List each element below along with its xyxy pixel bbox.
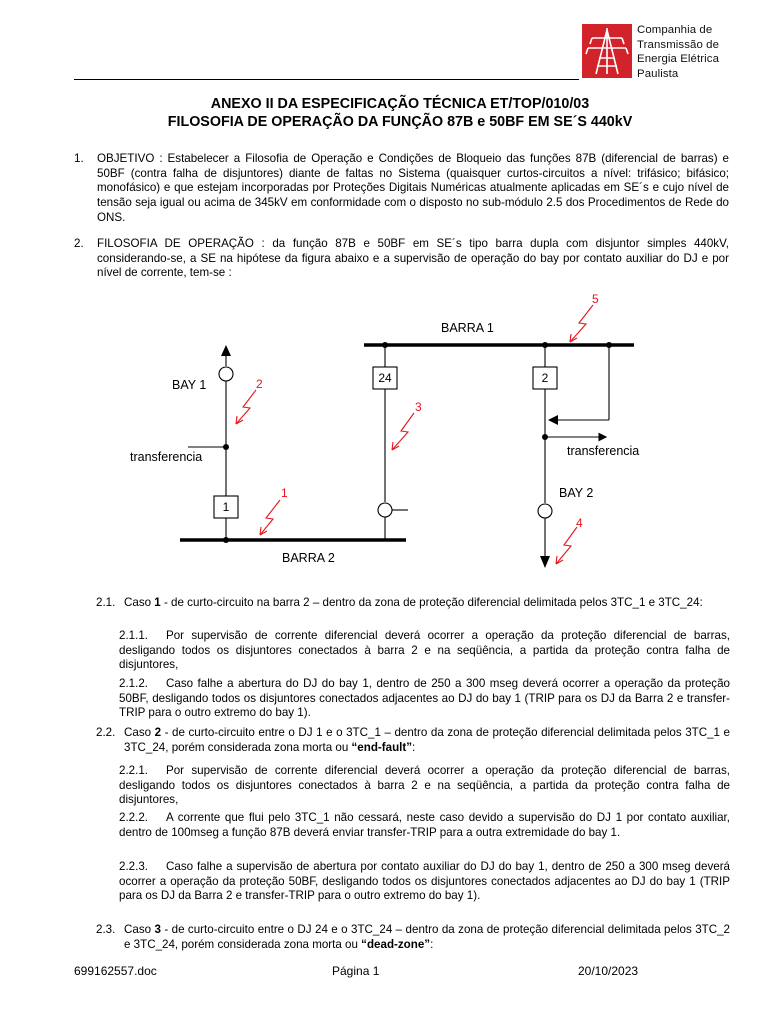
caso-2	[124, 726, 730, 755]
item-number: 2.3.	[96, 923, 116, 936]
transferencia-right-label: transferencia	[567, 444, 640, 458]
caso-2-3: Caso falhe a supervisão de abertura por contato auxiliar do DJ do bay 1, dentro de 250 a 300 mseg deverá ocorrer a operação da proteção 50BF, desligando todos os disjuntores conectados adjacentes ao DJ do bay 1 (TRIP para os DJ da Barra 2 e transfer-TRIP para o outro extremo do bay 1).	[119, 860, 730, 903]
fault-5-number: 5	[592, 292, 599, 306]
company-line: Energia Elétrica	[637, 53, 720, 65]
transmission-tower-icon	[582, 24, 632, 78]
fault-3-lightning-icon	[392, 413, 414, 450]
caso-2-2: A corrente que flui pelo 3TC_1 não cessará, neste caso devido a supervisão do DJ 1 por contato auxiliar, dentro de 100mseg a função 87B deverá enviar transfer-TRIP para a outra extremidade do bay 1.	[119, 811, 730, 839]
fault-2-number: 2	[256, 377, 263, 391]
transferencia-left-label: transferencia	[130, 450, 203, 464]
footer-filename: 699162557.doc	[74, 964, 157, 978]
section-filosofia: FILOSOFIA DE OPERAÇÃO : da função 87B e 50BF em SE´s tipo barra dupla com disjuntor simples 440kV, considerando-se, a SE na hipótese da figura abaixo e a supervisão de operação do bay por contato auxiliar do DJ e por nível de corrente, tem-se :	[97, 237, 729, 280]
item-number: 2.1.1.	[119, 629, 149, 642]
caso-text: - de curto-circuito entre o DJ 1 e o 3TC_1 – dentro da zona de proteção diferencial delimitada pelos 3TC_1 e 3TC_24, porém considerada zona morta ou	[124, 726, 730, 754]
caso-text: - de curto-circuito entre o DJ 24 e o 3TC_24 – dentro da zona de proteção diferencial delimitada pelos 3TC_2 e 3TC_24, porém considerada zona morta ou	[124, 923, 730, 951]
barra-2-label: BARRA 2	[282, 551, 335, 565]
caso-number: 3	[154, 923, 161, 936]
junction-dot	[223, 537, 229, 543]
header-rule	[74, 79, 579, 80]
dj-1-label: 1	[222, 500, 230, 514]
caso-number: 2	[154, 726, 162, 739]
footer-date: 20/10/2023	[578, 964, 639, 978]
junction-dot	[542, 342, 548, 348]
fault-1-number: 1	[281, 486, 288, 500]
caso-text: - de curto-circuito na barra 2 – dentro da zona de proteção diferencial delimitada pelos 3TC_1 e 3TC_24:	[160, 596, 703, 609]
item-number: 2.1.	[96, 596, 116, 609]
fault-1-lightning-icon	[260, 500, 280, 535]
caso-2-1: Por supervisão de corrente diferencial deverá ocorrer a operação da proteção diferencial de barras, desligando todos os disjuntores conectados à barra 2 e na seqüência, a partida da proteção contra falha de disjuntores,	[119, 764, 730, 807]
section-objetivo: OBJETIVO : Estabelecer a Filosofia de Operação e Condições de Bloqueio das funções 87B (diferencial de barras) e 50BF (contra falha de disjuntores) diante de faltas no Sistema (quaisquer curtos-circuitos a nível: trifásico; bifásico; monofásico) e que estejam incorporadas por Proteções Digitais Numéricas atualmente aplicadas em SE´s e cujo nível de tensão seja igual ou acima de 345kV em conformidade com o disposto no sub-módulo 2.5 dos Procedimentos de Rede do ONS.	[97, 152, 729, 224]
caso-prefix: Caso	[124, 726, 155, 739]
junction-dot	[382, 342, 388, 348]
section-number: 1.	[74, 152, 84, 165]
arrow-up-icon	[221, 345, 231, 356]
caso-prefix: Caso	[124, 923, 155, 936]
fault-4-number: 4	[576, 516, 583, 530]
caso-1-2: Caso falhe a abertura do DJ do bay 1, dentro de 250 a 300 mseg deverá ocorrer a operação da proteção 50BF, desligando todos os disjuntores conectados adjacentes ao DJ do bay 1 (TRIP para os DJ da Barra 2 e transfer-TRIP para o outro extremo do bay 1).	[119, 677, 730, 720]
bay-1-label: BAY 1	[172, 378, 207, 392]
fault-4-lightning-icon	[556, 527, 577, 564]
caso-1	[124, 596, 730, 611]
company-name	[637, 23, 719, 81]
section-number: 2.	[74, 237, 84, 250]
item-number: 2.2.2.	[119, 811, 149, 824]
junction-dot	[606, 342, 612, 348]
document-title: ANEXO II DA ESPECIFICAÇÃO TÉCNICA ET/TOP/010/03	[210, 96, 590, 112]
caso-3	[124, 923, 730, 952]
arrow-left-icon	[548, 415, 558, 425]
company-line: Transmissão de	[637, 38, 720, 51]
junction-dot	[223, 444, 229, 450]
junction-dot	[542, 434, 548, 440]
fault-5-lightning-icon	[570, 305, 593, 342]
item-number: 2.2.	[96, 726, 116, 739]
caso-number: 1	[154, 596, 161, 609]
caso-term: “end-fault”	[351, 740, 413, 754]
fault-2-lightning-icon	[236, 390, 256, 424]
company-line: Companhia de	[637, 24, 713, 36]
item-number: 2.2.3.	[119, 860, 149, 873]
caso-term: “dead-zone”	[361, 937, 431, 951]
caso-end: :	[430, 937, 434, 951]
substation-diagram	[0, 285, 768, 575]
dj-24-label: 24	[378, 371, 392, 385]
caso-1-1: Por supervisão de corrente diferencial deverá ocorrer a operação da proteção diferencial de barras, desligando todos os disjuntores conectados à barra 2 e na seqüência, a partida da proteção contra falha de disjuntores,	[119, 629, 730, 672]
company-logo	[582, 24, 632, 78]
item-number: 2.1.2.	[119, 677, 149, 690]
dj-2-label: 2	[541, 371, 549, 385]
fault-3-number: 3	[415, 400, 422, 414]
footer-page-number: Página 1	[332, 964, 380, 978]
arrow-down-icon	[540, 556, 550, 568]
caso-prefix: Caso	[124, 596, 155, 609]
company-line: Paulista	[637, 67, 679, 80]
document-subtitle: FILOSOFIA DE OPERAÇÃO DA FUNÇÃO 87B e 50BF EM SE´S 440kV	[167, 114, 633, 130]
item-number: 2.2.1.	[119, 764, 149, 777]
barra-1-label: BARRA 1	[441, 321, 494, 335]
bay-2-label: BAY 2	[559, 486, 594, 500]
caso-end: :	[412, 740, 416, 754]
